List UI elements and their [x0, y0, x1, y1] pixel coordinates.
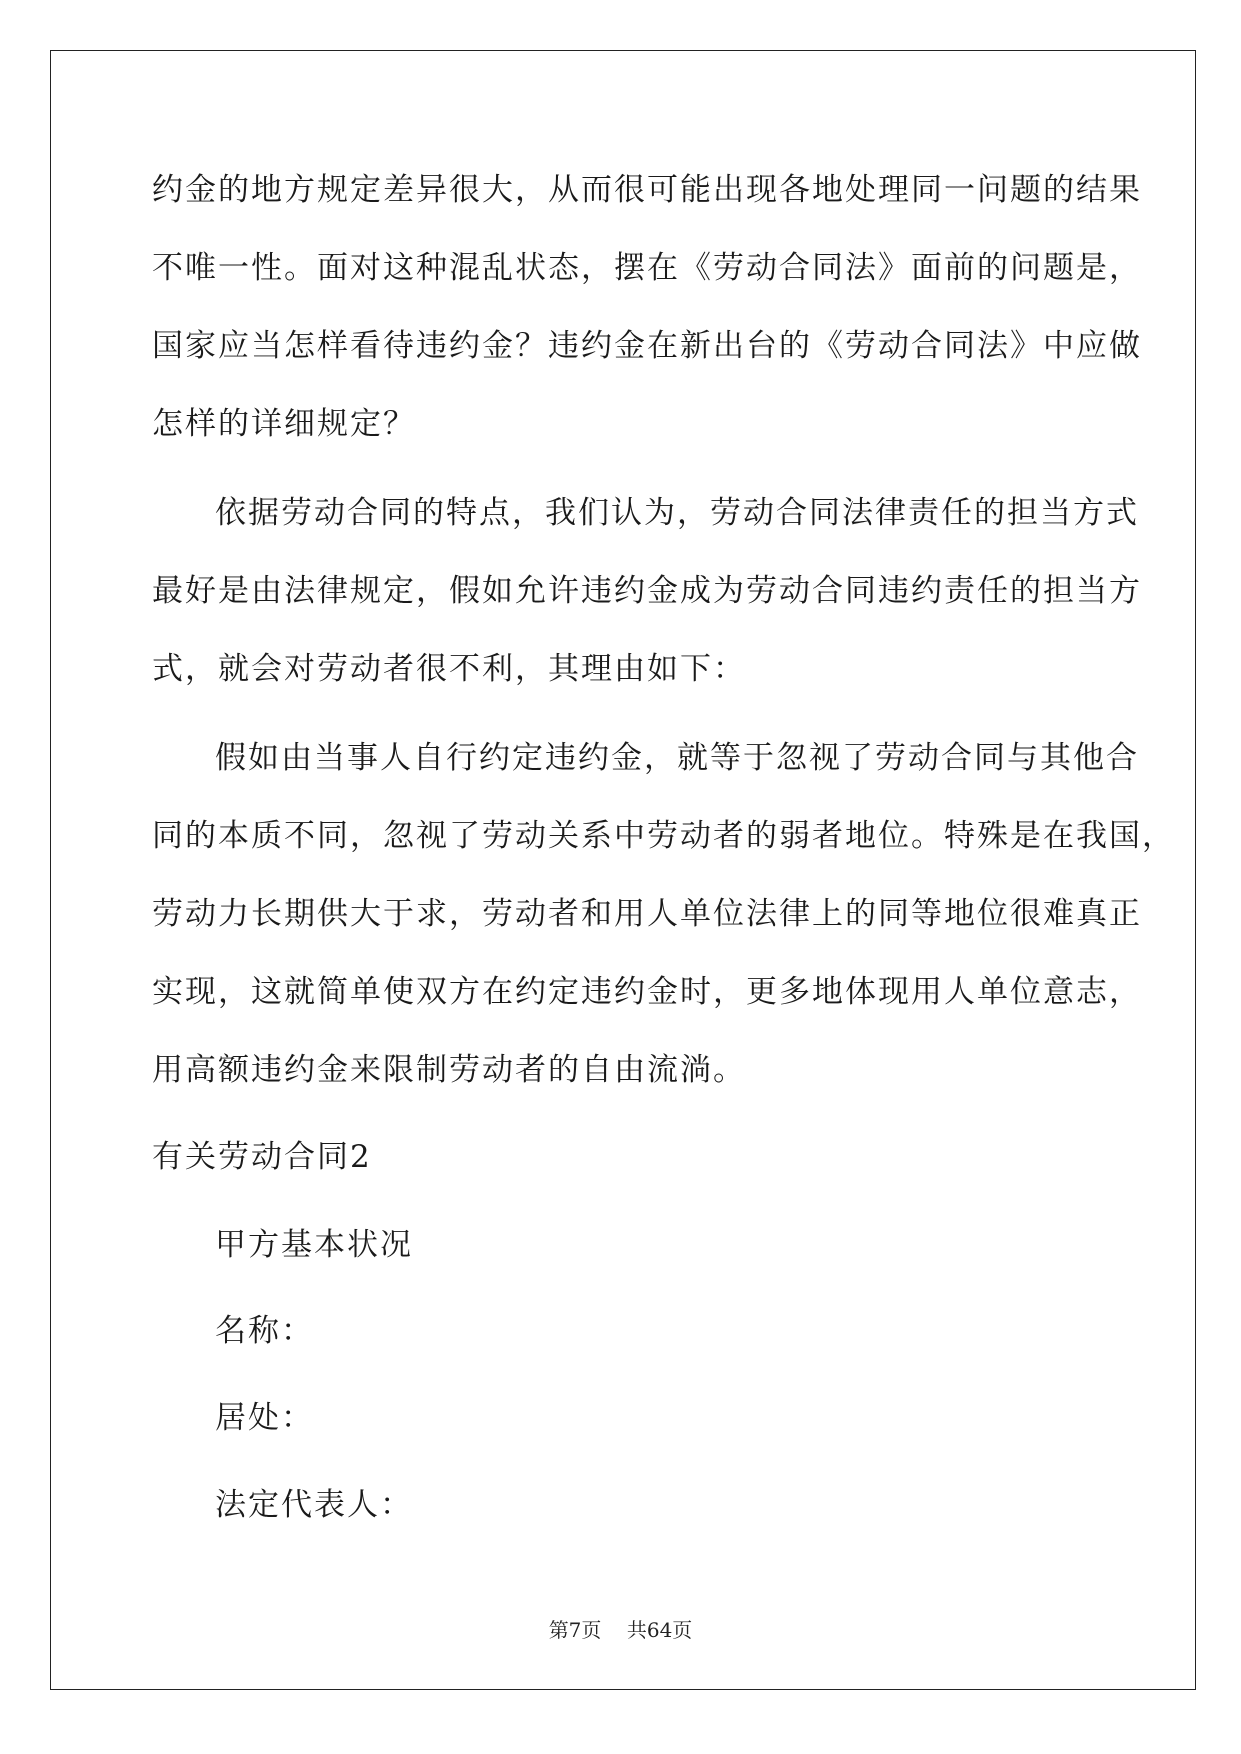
- field-address-label: 居处：: [215, 1400, 314, 1436]
- field-legal-rep-label: 法定代表人：: [215, 1487, 413, 1523]
- paragraph-line: 劳动力长期供大于求，劳动者和用人单位法律上的同等地位很难真正: [152, 896, 1142, 932]
- paragraph-line: 约金的地方规定差异很大，从而很可能出现各地处理同一问题的结果: [152, 172, 1142, 208]
- paragraph-line: 用高额违约金来限制劳动者的自由流淌。: [152, 1052, 746, 1088]
- page-number: 第7页: [548, 1618, 602, 1642]
- total-pages: 共64页: [626, 1618, 693, 1642]
- paragraph-line: 同的本质不同，忽视了劳动关系中劳动者的弱者地位。特殊是在我国，: [152, 818, 1175, 854]
- paragraph-line: 依据劳动合同的特点，我们认为，劳动合同法律责任的担当方式: [215, 495, 1139, 531]
- paragraph-line: 不唯一性。面对这种混乱状态，摆在《劳动合同法》面前的问题是，: [152, 250, 1142, 286]
- paragraph-line: 怎样的详细规定？: [152, 406, 416, 442]
- page-footer: [0, 1618, 1241, 1642]
- paragraph-line: 最好是由法律规定，假如允许违约金成为劳动合同违约责任的担当方: [152, 573, 1142, 609]
- paragraph-line: 假如由当事人自行约定违约金，就等于忽视了劳动合同与其他合: [215, 740, 1139, 776]
- paragraph-line: 实现，这就简单使双方在约定违约金时，更多地体现用人单位意志，: [152, 974, 1142, 1010]
- page-border: [50, 50, 1196, 1690]
- paragraph-line: 国家应当怎样看待违约金？违约金在新出台的《劳动合同法》中应做: [152, 328, 1142, 364]
- field-heading: 甲方基本状况: [215, 1227, 413, 1263]
- paragraph-line: 式，就会对劳动者很不利，其理由如下：: [152, 651, 746, 687]
- section-title: 有关劳动合同2: [152, 1139, 372, 1175]
- field-name-label: 名称：: [215, 1313, 314, 1349]
